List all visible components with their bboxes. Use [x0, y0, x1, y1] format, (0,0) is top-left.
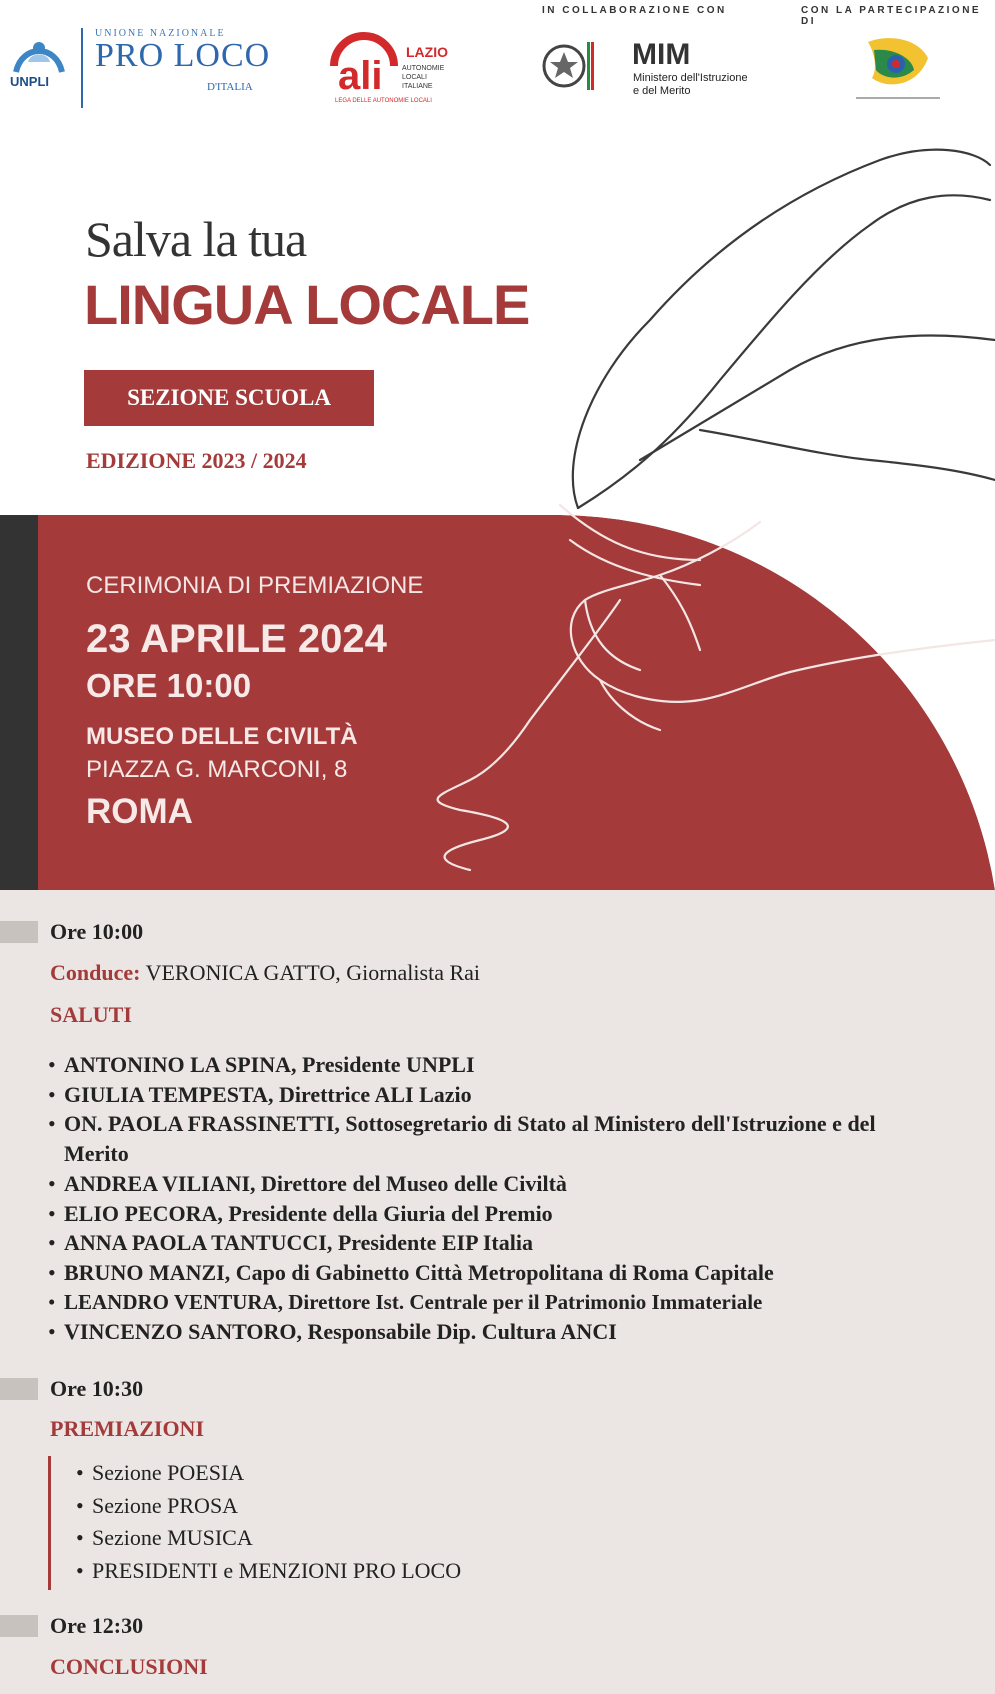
ali-line3: ITALIANE: [402, 83, 433, 90]
conduce-label: Conduce:: [50, 960, 141, 985]
time-marker: [0, 921, 38, 943]
ali-bottom: LEGA DELLE AUTONOMIE LOCALI: [335, 98, 432, 104]
edition-text: EDIZIONE 2023 / 2024: [86, 448, 307, 473]
list-item: • ANNA PAOLA TANTUCCI, Presidente EIP Italia: [48, 1228, 995, 1258]
mim-line1: Ministero dell'Istruzione: [633, 72, 748, 84]
list-item: • ELIO PECORA, Presidente della Giuria del Premio: [48, 1199, 995, 1229]
proloco-sub-text: D'ITALIA: [207, 81, 253, 93]
event-city: ROMA: [86, 792, 193, 831]
proloco-top-text: UNIONE NAZIONALE: [95, 28, 226, 39]
conduce-text: VERONICA GATTO, Giornalista Rai: [145, 960, 481, 985]
list-item: • LEANDRO VENTURA, Direttore Ist. Centrale per il Patrimonio Immateriale: [48, 1288, 995, 1318]
list-item: • BRUNO MANZI, Capo di Gabinetto Città Metropolitana di Roma Capitale: [48, 1258, 995, 1288]
time-marker: [0, 1378, 38, 1400]
collab-label: IN COLLABORAZIONE CON: [542, 5, 727, 16]
slot2-time: Ore 10:30: [50, 1376, 144, 1401]
list-item: • PRESIDENTI e MENZIONI PRO LOCO: [76, 1555, 461, 1588]
list-item: • Sezione POESIA: [76, 1457, 461, 1490]
list-item: • VINCENZO SANTORO, Responsabile Dip. Cultura ANCI: [48, 1317, 995, 1347]
list-item: • ANDREA VILIANI, Direttore del Museo delle Civiltà: [48, 1169, 995, 1199]
slot1-time: Ore 10:00: [50, 919, 144, 944]
mim-acronym: MIM: [632, 38, 691, 71]
list-item: • Sezione PROSA: [76, 1490, 461, 1523]
list-item: • ANTONINO LA SPINA, Presidente UNPLI: [48, 1050, 995, 1080]
ali-mark: ali: [338, 54, 383, 98]
event-time: ORE 10:00: [86, 667, 252, 704]
title-line2: LINGUA LOCALE: [84, 273, 530, 336]
ceremony-label: CERIMONIA DI PREMIAZIONE: [86, 572, 424, 599]
proloco-main-text: PRO LOCO: [95, 37, 271, 74]
unpli-name: UNPLI: [10, 74, 49, 89]
conclusioni-title: CONCLUSIONI: [50, 1654, 208, 1679]
premiazioni-bar: [48, 1456, 51, 1590]
premiazioni-title: PREMIAZIONI: [50, 1416, 205, 1441]
partecipazione-label: CON LA PARTECIPAZIONE DI: [801, 5, 982, 27]
ali-line2: LOCALI: [402, 74, 427, 81]
premiazioni-list: [76, 1457, 461, 1587]
list-item: • GIULIA TEMPESTA, Direttrice ALI Lazio: [48, 1080, 995, 1110]
section-badge: SEZIONE SCUOLA: [84, 370, 374, 426]
slot3-time: Ore 12:30: [50, 1613, 144, 1638]
list-item: • ON. PAOLA FRASSINETTI, Sottosegretario di Stato al Ministero dell'Istruzione e del Merito: [48, 1109, 884, 1168]
saluti-title: SALUTI: [50, 1002, 132, 1027]
event-venue: MUSEO DELLE CIVILTÀ: [86, 723, 358, 750]
ali-line1: AUTONOMIE: [402, 65, 445, 72]
saluti-list: [48, 1050, 995, 1347]
conduce-line: [50, 960, 480, 986]
time-marker: [0, 1615, 38, 1637]
mim-line2: e del Merito: [633, 85, 691, 97]
ali-region: LAZIO: [406, 44, 448, 60]
event-date: 23 APRILE 2024: [86, 617, 387, 661]
list-item: • Sezione MUSICA: [76, 1522, 461, 1555]
title-line1: Salva la tua: [85, 211, 307, 267]
event-address: PIAZZA G. MARCONI, 8: [86, 756, 348, 783]
